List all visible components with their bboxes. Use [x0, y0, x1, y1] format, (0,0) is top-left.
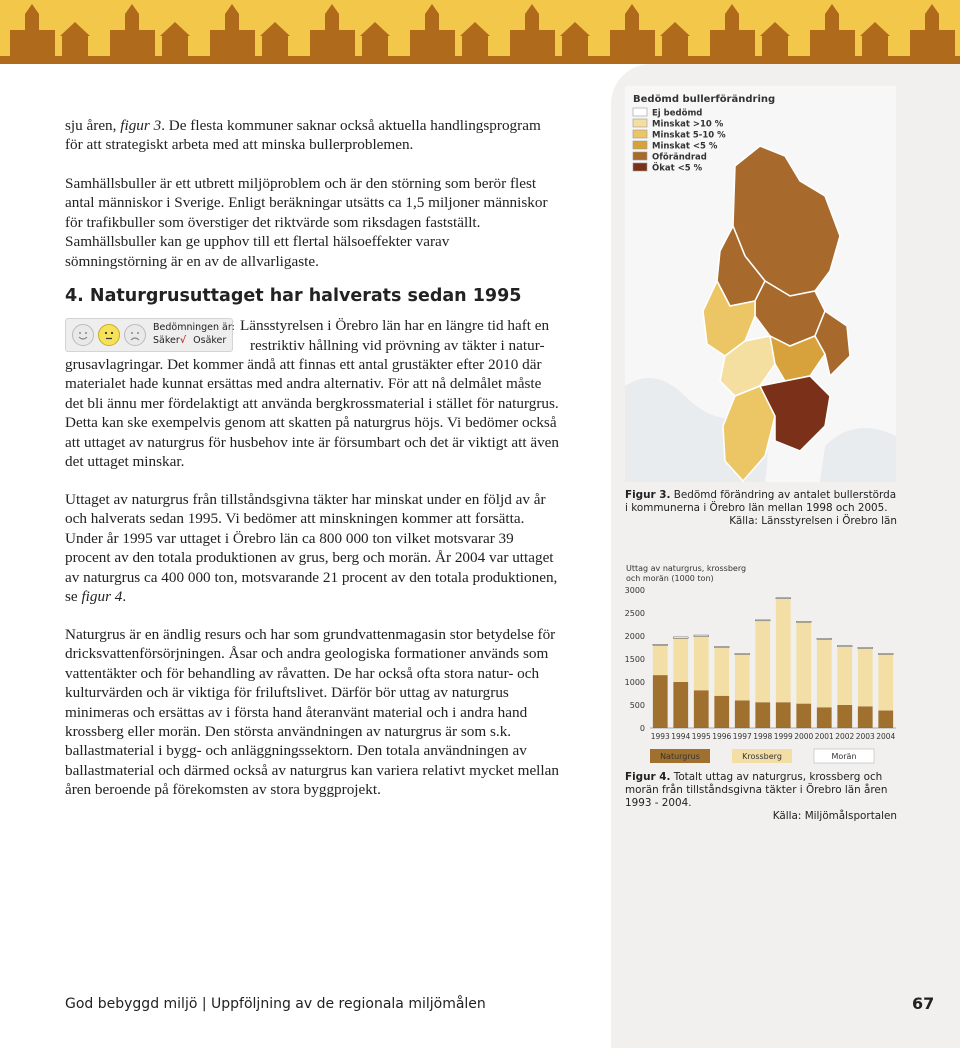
assessment-label: Bedömningen är: [153, 322, 235, 333]
noise-change-map [625, 86, 896, 482]
neutral-face-icon [98, 324, 120, 346]
chart-bar-krossberg [837, 647, 852, 705]
chart-xtick-label: 2001 [814, 732, 834, 741]
paragraph-2: Samhällsbuller är ett utbrett miljöproblem och är den störning som berör flest antal människor i Sverige. Enligt beräkningar utsätts ca 1,5 miljoner människor för trafikbuller som överstiger det riktvärde som riksdagen fastställt. Samhällsbuller kan ge upphov till ett flertal hälsoeffekter varav sömningstörning är en av de allvarligaste. [65, 175, 548, 270]
chart-bar-morän [735, 653, 750, 654]
chart-bar-naturgrus [735, 700, 750, 728]
gravel-extraction-chart [620, 560, 900, 770]
chart-xtick-label: 1997 [732, 732, 752, 741]
chart-bar-krossberg [817, 639, 832, 707]
option-sure: Säker [153, 335, 180, 346]
chart-bar-krossberg [673, 638, 688, 682]
chart-ytick-label: 3000 [624, 586, 645, 595]
paragraph-1: sju åren, figur 3. De flesta kommuner saknar också aktuella handlingsprogram för att strategiskt arbeta med att minska bullerproblemen. [65, 117, 541, 154]
figure-3-caption [625, 489, 897, 528]
checkmark-icon: √ [179, 335, 187, 346]
figure-4-source: Källa: Miljömålsportalen [772, 810, 897, 822]
chart-ylabel-line1: Uttag av naturgrus, krossberg [626, 564, 747, 573]
map-graphic [625, 86, 896, 482]
chart-bar-naturgrus [694, 690, 709, 728]
chart-bar-naturgrus [776, 702, 791, 728]
figure-4-text: Totalt uttag av naturgrus, krossberg och morän från tillståndsgivna täkter i Örebro län åren 1993 - 2004. [625, 771, 888, 809]
chart-bar-krossberg [878, 654, 893, 710]
map-legend-swatch [633, 152, 647, 160]
chart-bar-krossberg [653, 645, 668, 675]
map-legend-label: Minskat >10 % [652, 119, 724, 130]
figure-4-caption [625, 771, 897, 823]
map-legend-label: Ej bedömd [652, 108, 703, 119]
chart-bar-morän [653, 644, 668, 645]
paragraph-3: grusavlagringar. Det kommer ändå att finnas ett antal grustäkter efter 2010 där materialet hade kunnat ersättas med andra alternativ. För att nå delmålet måste det bli ännu mer fördelaktigt att använda bergkrossmaterial i stället för naturgrus. Detta kan ske exempelvis genom att skatten på naturgrus höjs. Vi bedömer också att uttaget av naturgrus för husbehov inte är försumbart och det är viktigt att även det uttaget minskar. [65, 356, 560, 471]
chart-xtick-label: 2004 [876, 732, 896, 741]
map-legend-label: Minskat <5 % [652, 141, 718, 152]
section-heading: 4. Naturgrusuttaget har halverats sedan 1995 [65, 286, 522, 306]
map-legend-label: Oförändrad [652, 152, 707, 163]
map-title: Bedömd bullerförändring [633, 94, 776, 105]
chart-bar-morän [776, 598, 791, 599]
chart-bar-morän [755, 620, 770, 621]
header-banner [0, 0, 960, 64]
chart-xtick-label: 1999 [773, 732, 793, 741]
chart-xtick-label: 1996 [712, 732, 732, 741]
chart-bar-morän [837, 646, 852, 647]
chart-ylabel-line2: och morän (1000 ton) [626, 574, 714, 583]
chart-xtick-label: 2000 [794, 732, 814, 741]
chart-bar-morän [673, 637, 688, 638]
chart-svg [620, 560, 900, 770]
chart-bar-naturgrus [878, 711, 893, 728]
chart-bar-krossberg [776, 599, 791, 703]
chart-bar-naturgrus [755, 702, 770, 728]
chart-bar-naturgrus [673, 682, 688, 728]
map-legend-label: Minskat 5-10 % [652, 130, 726, 141]
footer-title: God bebyggd miljö | Uppföljning av de regionala miljömålen [65, 996, 486, 1012]
paragraph-3-line-1: Länsstyrelsen i Örebro län har en längre tid haft en [240, 317, 550, 334]
chart-xtick-label: 1993 [650, 732, 670, 741]
chart-legend-label: Naturgrus [660, 752, 700, 761]
chart-bar-naturgrus [817, 707, 832, 728]
chart-ytick-label: 2000 [624, 632, 645, 641]
chart-legend-label: Morän [831, 752, 857, 761]
chart-bar-morän [858, 648, 873, 649]
chart-bar-krossberg [714, 648, 729, 696]
chart-bar-krossberg [755, 621, 770, 702]
chart-bar-naturgrus [858, 706, 873, 728]
chart-bar-morän [694, 635, 709, 636]
chart-xtick-label: 2003 [855, 732, 875, 741]
chart-bar-morän [878, 653, 893, 654]
happy-face-icon [72, 324, 94, 346]
chart-ytick-label: 0 [639, 724, 645, 733]
chart-bar-krossberg [735, 654, 750, 700]
option-unsure: Osäker [193, 335, 227, 346]
chart-bar-krossberg [796, 622, 811, 703]
assessment-box [65, 318, 233, 352]
paragraph-4: Uttaget av naturgrus från tillståndsgivna täkter har minskat under en följd av år och halverats sedan 1995. Vi bedömer att minskningen kommer att forsätta. Under år 1995 var uttaget i Örebro län ca 800 000 ton vilket motsvarar 39 procent av den totala produktionen av grus, berg och morän. År 2004 var uttaget av naturgrus ca 400 000 ton, motsvarande 21 procent av den totala produktionen, se figur 4. [65, 491, 558, 606]
chart-bar-krossberg [858, 648, 873, 706]
chart-bar-morän [796, 621, 811, 622]
chart-ytick-label: 500 [629, 701, 645, 710]
chart-bar-naturgrus [653, 675, 668, 728]
map-legend-swatch [633, 119, 647, 127]
chart-bar-krossberg [694, 636, 709, 690]
chart-bar-naturgrus [796, 704, 811, 728]
chart-xtick-label: 1994 [671, 732, 691, 741]
map-legend-swatch [633, 141, 647, 149]
chart-ytick-label: 2500 [624, 609, 645, 618]
chart-ytick-label: 1000 [624, 678, 645, 687]
sad-face-icon [124, 324, 146, 346]
paragraph-3-line-2: restriktiv hållning vid prövning av täkter i natur- [250, 337, 545, 354]
chart-xtick-label: 1995 [691, 732, 711, 741]
figure-3-text: Bedömd förändring av antalet bullerstörda i kommunerna i Örebro län mellan 1998 och 2005. [625, 489, 897, 514]
figure-3-source: Källa: Länsstyrelsen i Örebro län [729, 515, 897, 527]
map-legend-swatch [633, 108, 647, 116]
chart-bar-naturgrus [837, 705, 852, 728]
chart-ytick-label: 1500 [624, 655, 645, 664]
chart-xtick-label: 2002 [835, 732, 855, 741]
chart-bar-morän [714, 647, 729, 648]
figure-3-label: Figur 3. [625, 489, 671, 501]
assessment-options [153, 335, 226, 347]
paragraph-5: Naturgrus är en ändlig resurs och har som grundvattenmagasin stor betydelse för dricksvattenförsörjningen. Åsar och andra geologiska formationer används som vattentäkter och för behandling av råvatten. De har också ofta stora natur- och kulturvärden och är viktiga för friluftslivet. Därför bör uttag av naturgrus minimeras och ersättas av i första hand återanvänt material och i andra hand krossberg eller morän. Den största användningen av naturgrus är som s.k. ballastmaterial i bygg- och anläggningssektorn. Den totala användningen av ballastmaterial och därmed också av naturgrus kan variera relativt mycket mellan åren beroende på förekomsten av stora byggprojekt. [65, 626, 559, 799]
map-legend-swatch [633, 163, 647, 171]
chart-bar-naturgrus [714, 696, 729, 728]
map-legend-swatch [633, 130, 647, 138]
chart-legend-label: Krossberg [742, 752, 782, 761]
map-legend-label: Ökat <5 % [652, 163, 703, 174]
chart-bar-morän [817, 638, 832, 639]
banner-pattern [0, 0, 960, 64]
page-number: 67 [912, 994, 935, 1013]
chart-xtick-label: 1998 [753, 732, 773, 741]
figure-4-label: Figur 4. [625, 771, 671, 783]
